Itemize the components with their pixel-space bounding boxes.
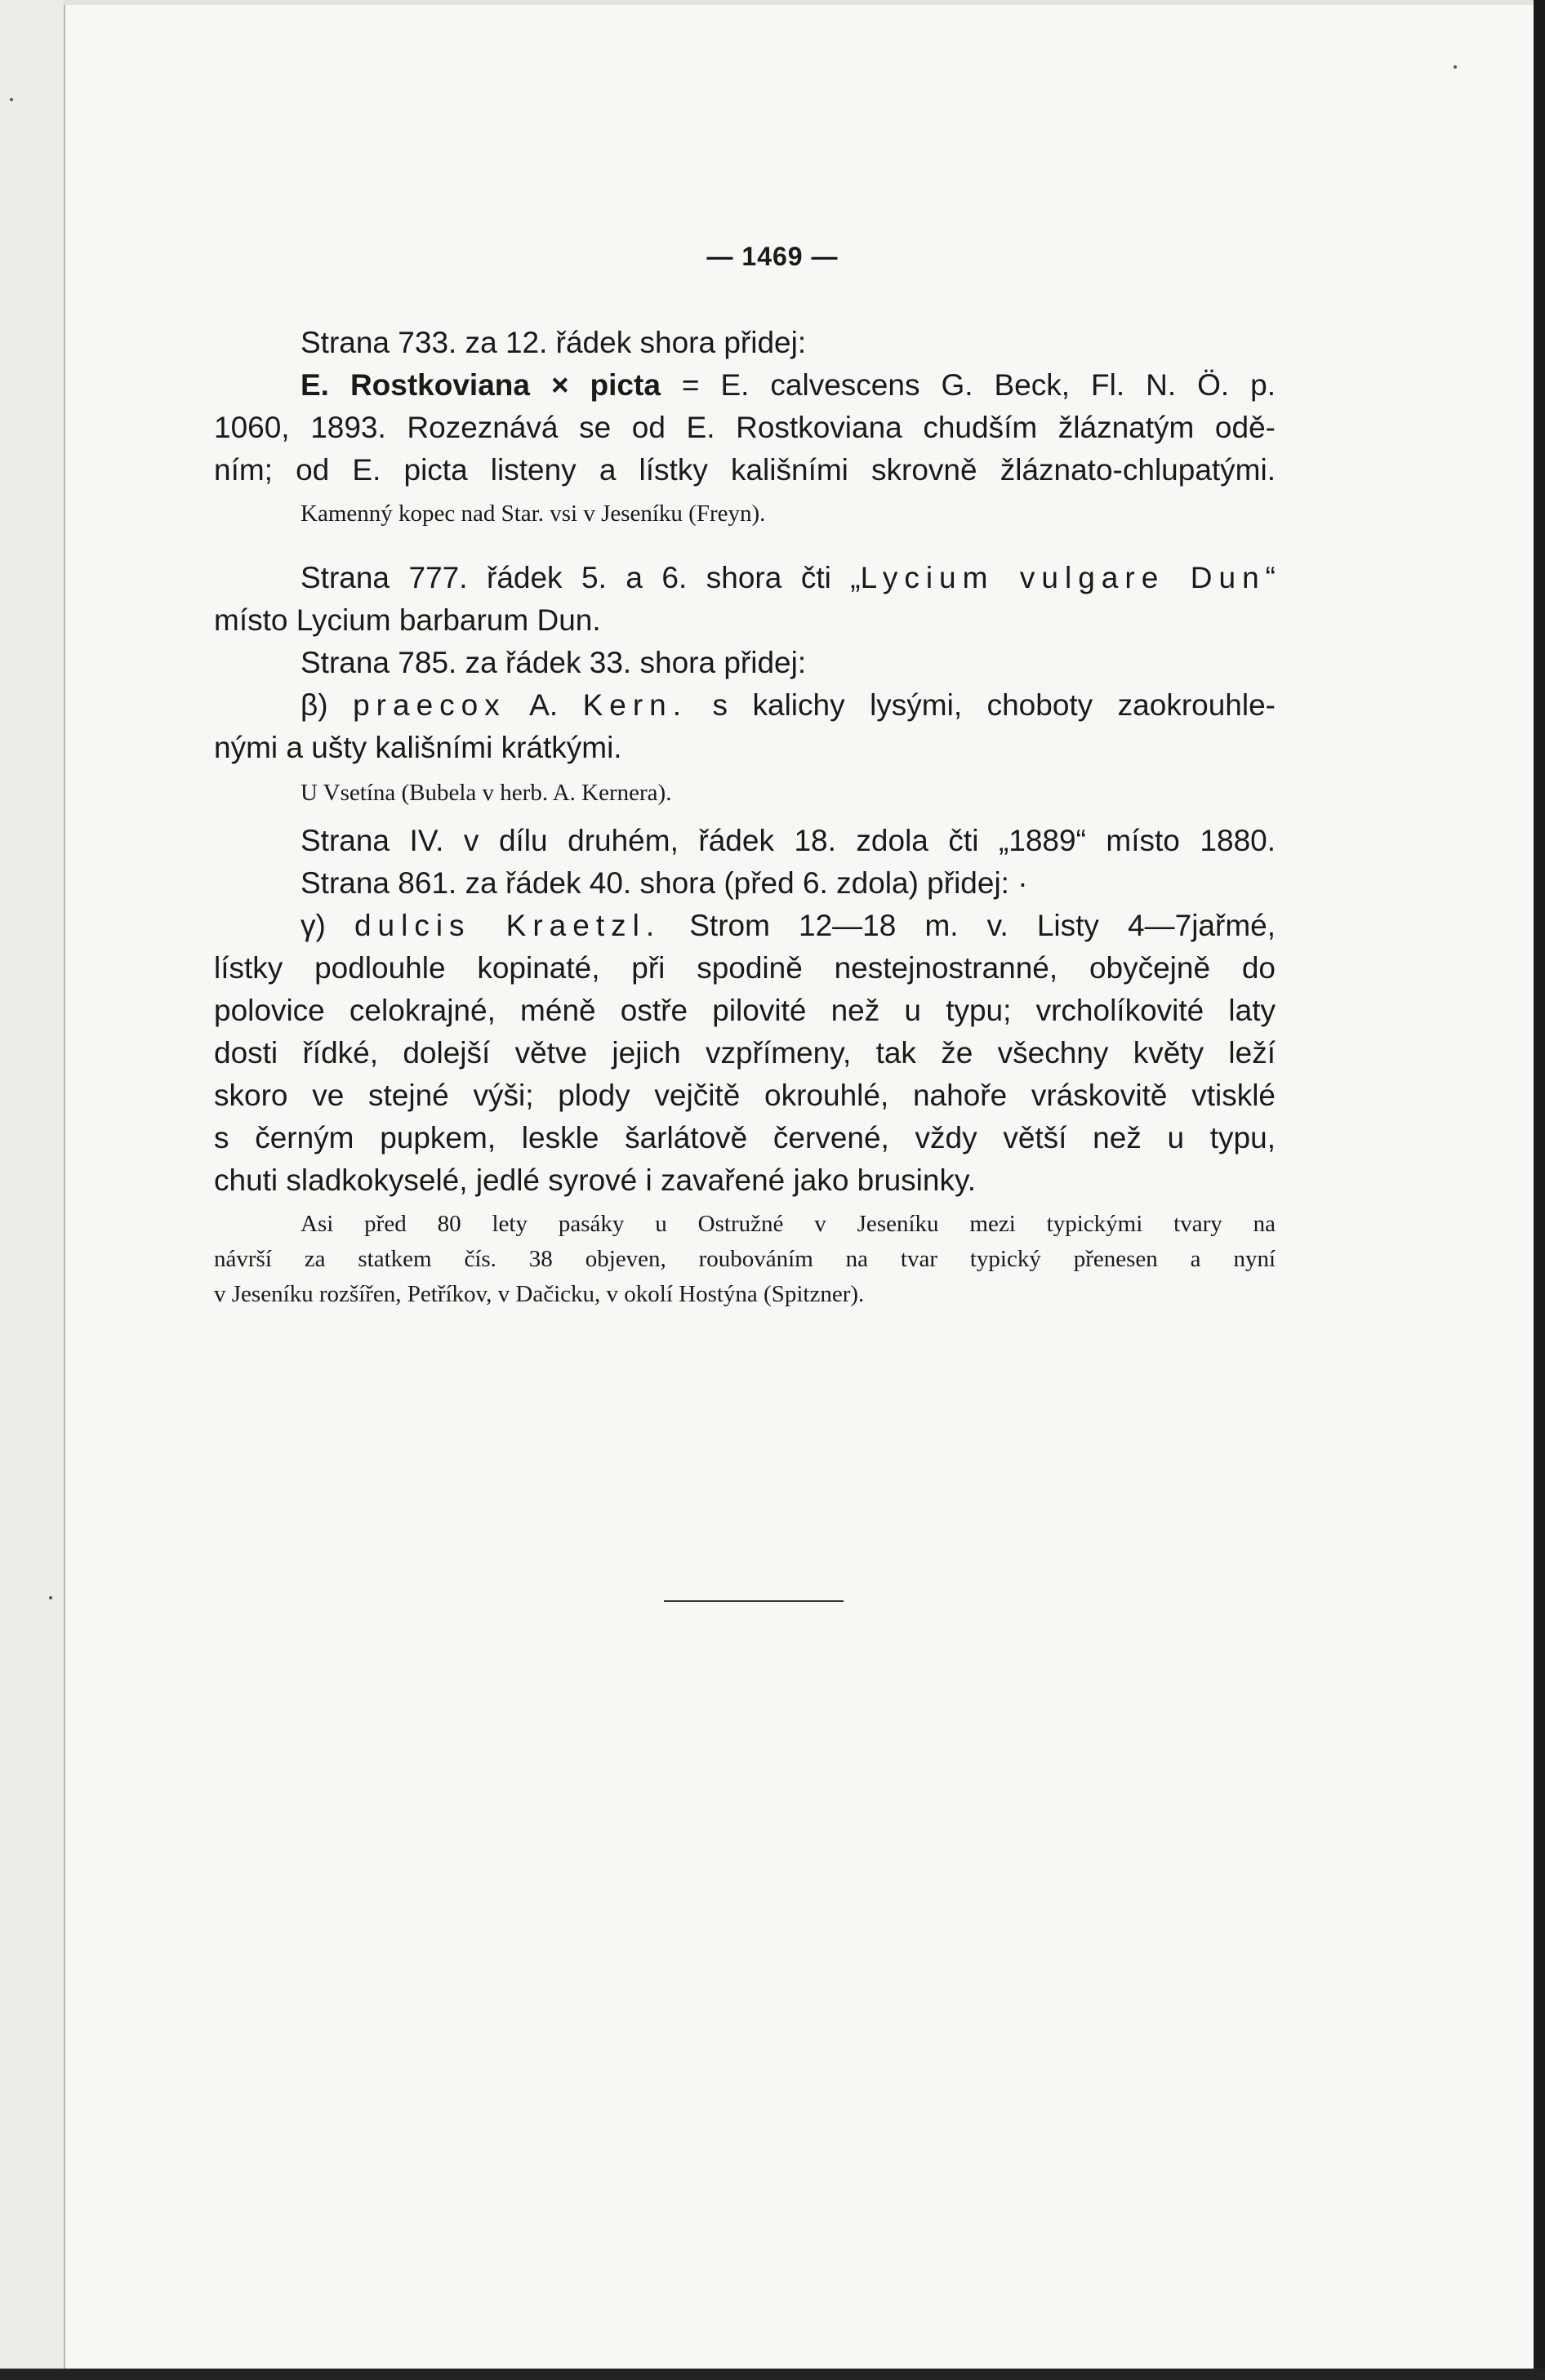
text-span: = E. calvescens G. Beck, Fl. N. Ö. p. — [660, 368, 1276, 402]
text-span: A. — [505, 688, 583, 722]
history-note — [214, 1207, 1276, 1312]
scan-margin-left — [0, 0, 65, 2380]
end-rule — [664, 1600, 844, 1602]
scan-speck — [49, 1596, 52, 1599]
text-line: Strana IV. v dílu druhém, řádek 18. zdola čti „1889“ místo 1880. — [301, 824, 1276, 857]
scan-border-bottom — [0, 2369, 1545, 2380]
addendum-rostkoviana — [214, 322, 1276, 532]
scan-margin-top — [64, 0, 1534, 5]
text-line: Strana 733. za 12. řádek shora přidej: — [301, 326, 807, 359]
text-line: Kamenný kopec nad Star. vsi v Jeseníku (Freyn). — [301, 500, 766, 527]
text-line: návrší za statkem čís. 38 objeven, roubováním na tvar typický přenesen a nyní — [214, 1246, 1276, 1272]
addendum-lycium — [214, 557, 1276, 811]
text-line: Strana 861. za řádek 40. shora (před 6. zdola) přidej: · — [301, 866, 1028, 900]
text-line: ním; od E. picta listeny a lístky kališními skrovně žláznato-chlupatými. — [214, 453, 1276, 487]
text-line: polovice celokrajné, méně ostře pilovité než u typu; vrcholíkovité laty — [214, 994, 1276, 1027]
taxon-name: dulcis Kraetzl. — [354, 909, 661, 942]
text-span: γ) — [301, 909, 354, 942]
text-line: s černým pupkem, leskle šarlátově červené, vždy větší než u typu, — [214, 1121, 1276, 1154]
text-line: v Jeseníku rozšířen, Petříkov, v Dačicku, v okolí Hostýna (Spitzner). — [214, 1281, 865, 1307]
addendum-dulcis — [214, 820, 1276, 1202]
text-line: nými a ušty kališními krátkými. — [214, 731, 622, 764]
text-line: lístky podlouhle kopinaté, při spodině nestejnostranné, obyčejně do — [214, 951, 1276, 985]
text-line: dosti řídké, dolejší větve jejich vzpřímeny, tak že všechny květy leží — [214, 1036, 1276, 1070]
author-name: Kern. — [582, 688, 688, 722]
scan-border-right — [1534, 0, 1545, 2380]
text-span: “ — [1265, 561, 1276, 594]
locality-note — [214, 496, 1276, 532]
text-line: U Vsetína (Bubela v herb. A. Kernera). — [301, 780, 672, 806]
scan-speck — [10, 98, 13, 101]
text-line: skoro ve stejné výši; plody vejčitě okrouhlé, nahoře vráskovitě vtisklé — [214, 1079, 1276, 1112]
text-line — [214, 684, 1276, 727]
text-line: chuti sladkokyselé, jedlé syrové i zavařené jako brusinky. — [214, 1163, 976, 1197]
taxon-name: praecox — [353, 688, 506, 722]
scan-speck — [1454, 65, 1457, 69]
text-line — [214, 905, 1276, 947]
text-span: β) — [301, 688, 354, 722]
page-number: — 1469 — — [706, 242, 839, 271]
text-line: Strana 785. za řádek 33. shora přidej: — [301, 646, 807, 679]
text-span: s kalichy lysými, choboty zaokrouhle- — [688, 688, 1276, 722]
text-line — [214, 557, 1276, 599]
text-line: Asi před 80 lety pasáky u Ostružné v Jeseníku mezi typickými tvary na — [301, 1211, 1276, 1237]
text-line: místo Lycium barbarum Dun. — [214, 603, 601, 637]
text-span: Strana 777. řádek 5. a 6. shora čti „ — [301, 561, 861, 594]
text-line: 1060, 1893. Rozeznává se od E. Rostkoviana chudším žláznatým odě- — [214, 411, 1276, 444]
taxon-name: E. Rostkoviana × picta — [301, 368, 661, 402]
locality-note — [214, 776, 1276, 811]
text-span: Strom 12—18 m. v. Listy 4—7jařmé, — [661, 909, 1276, 942]
taxon-name: Lycium vulgare Dun — [860, 561, 1266, 594]
text-line — [214, 364, 1276, 407]
